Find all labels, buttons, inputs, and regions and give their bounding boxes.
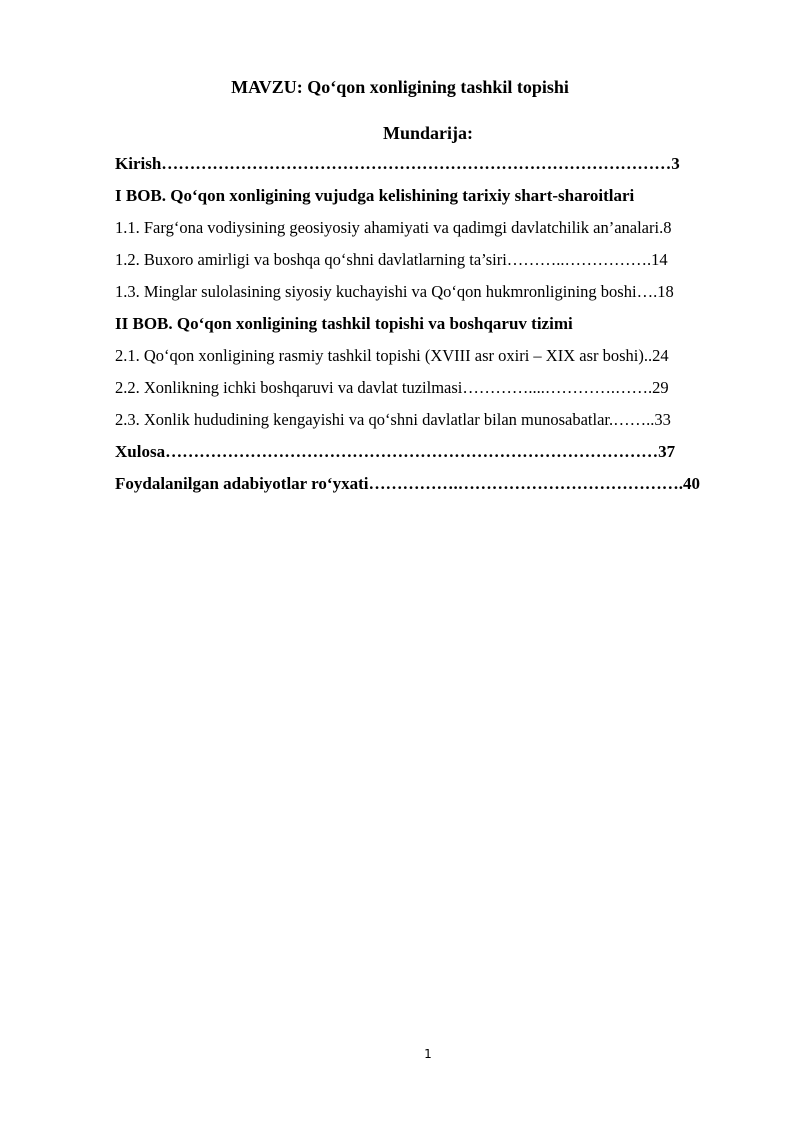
toc-entry-kirish: Kirish………………………………………………………………………………3 [115,154,680,173]
toc-heading: Mundarija: [383,123,473,143]
table-of-contents [115,150,745,502]
toc-entry-1-1: 1.1. Farg‘ona vodiysining geosiyosiy ahamiyati va qadimgi davlatchilik an’analari.8 [115,218,672,237]
toc-entry-1-2: 1.2. Buxoro amirligi va boshqa qo‘shni davlatlarning ta’siri………..…………….14 [115,250,668,269]
toc-entry-adabiyotlar: Foydalanilgan adabiyotlar ro‘yxati…………….………………………………….40 [115,474,700,493]
toc-entry-xulosa: Xulosa……………………………………………………………………………37 [115,442,676,461]
document-title: MAVZU: Qo‘qon xonligining tashkil topishi [231,77,569,97]
toc-chapter-2: II BOB. Qo‘qon xonligining tashkil topishi va boshqaruv tizimi [115,314,573,333]
page-number: 1 [424,1047,432,1061]
toc-entry-2-1: 2.1. Qo‘qon xonligining rasmiy tashkil topishi (XVIII asr oxiri – XIX asr boshi)..24 [115,346,669,365]
toc-entry-2-2: 2.2. Xonlikning ichki boshqaruvi va davlat tuzilmasi…………....………….…….29 [115,378,669,397]
toc-chapter-1: I BOB. Qo‘qon xonligining vujudga kelishining tarixiy shart-sharoitlari [115,186,635,205]
toc-entry-1-3: 1.3. Minglar sulolasining siyosiy kuchayishi va Qo‘qon hukmronligining boshi….18 [115,282,674,301]
toc-entry-2-3: 2.3. Xonlik hududining kengayishi va qo‘shni davlatlar bilan munosabatlar.……..33 [115,410,671,429]
